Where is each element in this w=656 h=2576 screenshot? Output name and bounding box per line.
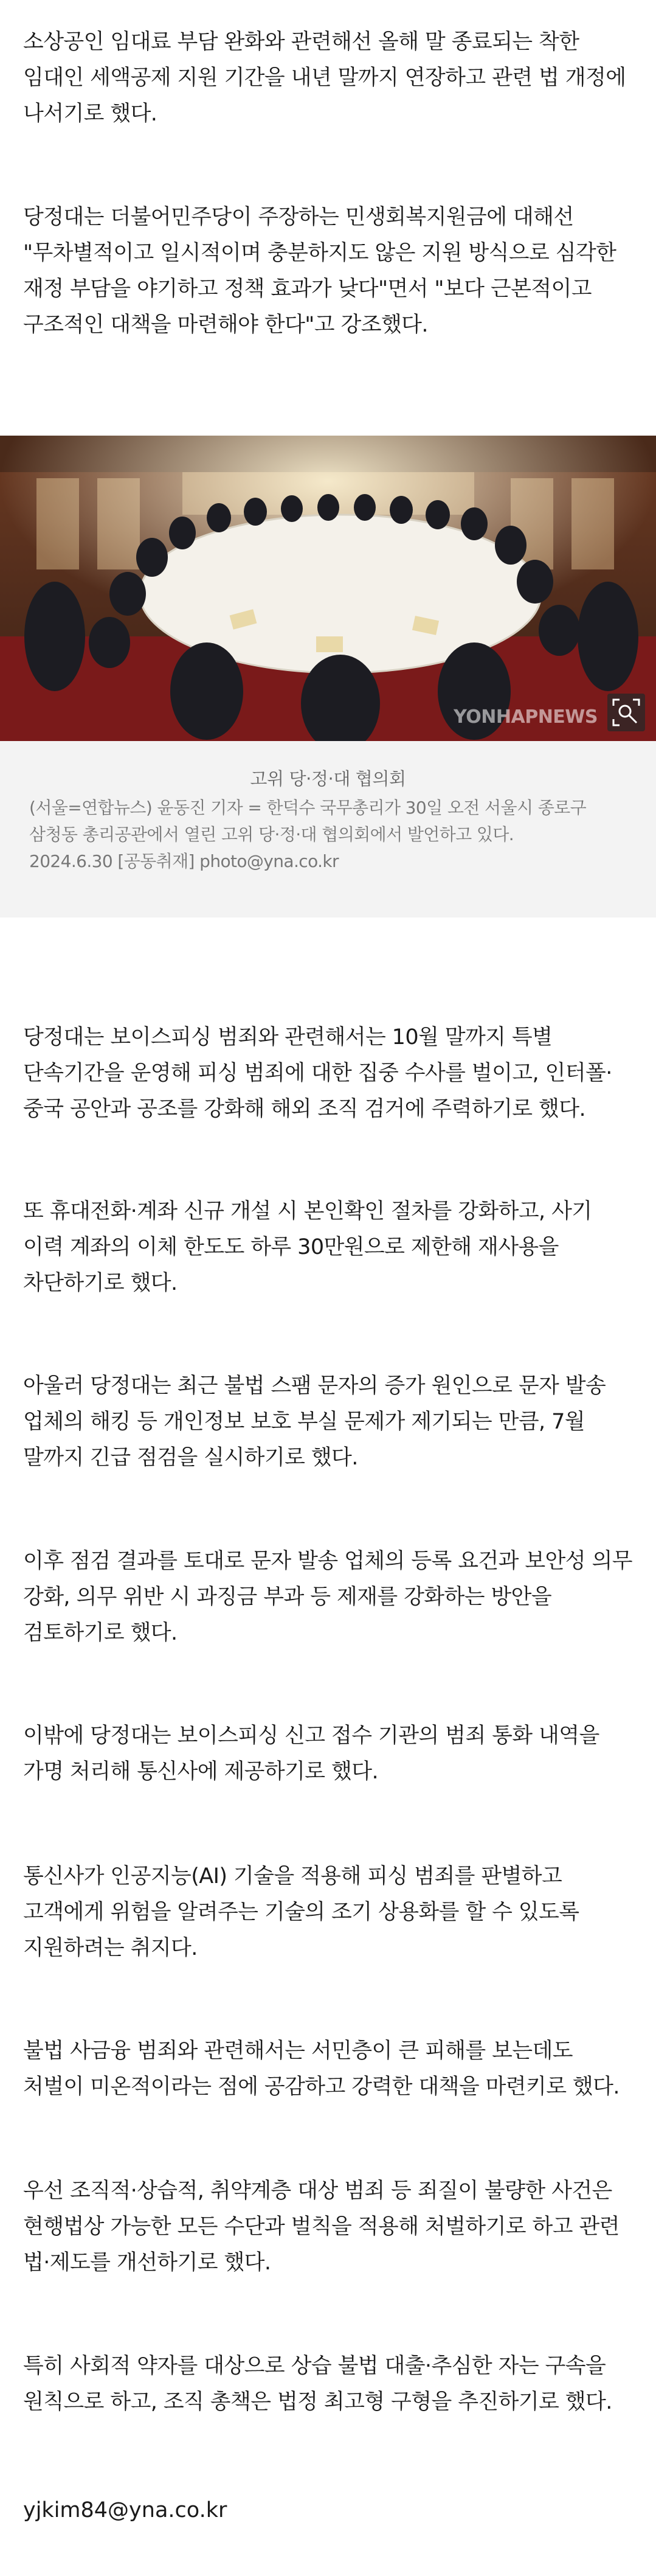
photo-watermark: YONHAPNEWS bbox=[454, 706, 598, 728]
article-paragraph: 소상공인 임대료 부담 완화와 관련해선 올해 말 종료되는 착한 임대인 세액공제 지원 기간을 내년 말까지 연장하고 관련 법 개정에 나서기로 했다. bbox=[23, 30, 626, 126]
caption-text: (서울=연합뉴스) 윤동진 기자 = 한덕수 국무총리가 30일 오전 서울시 종로구 삼청동 총리공관에서 열린 고위 당·정·대 협의회에서 발언하고 있다. bbox=[29, 798, 587, 844]
article-paragraph: 당정대는 보이스피싱 범죄와 관련해서는 10월 말까지 특별 단속기간을 운영해 피싱 범죄에 대한 집중 수사를 벌이고, 인터폴·중국 공안과 공조를 강화해 해외 조직 검거에 주력하기로 했다. bbox=[23, 1025, 612, 1121]
article-paragraph: 우선 조직적·상습적, 취약계층 대상 범죄 등 죄질이 불량한 사건은 현행법상 가능한 모든 수단과 벌칙을 적용해 처벌하기로 하고 관련 법·제도를 개선하기로 했다. bbox=[23, 2179, 620, 2275]
article-paragraph: 통신사가 인공지능(AI) 기술을 적용해 피싱 범죄를 판별하고 고객에게 위험을 알려주는 기술의 조기 상용화를 할 수 있도록 지원하려는 취지다. bbox=[23, 1864, 579, 1960]
article-paragraph: 아울러 당정대는 최근 불법 스팸 문자의 증가 원인으로 문자 발송 업체의 해킹 등 개인정보 보호 부실 문제가 제기되는 만큼, 7월 말까지 긴급 점검을 실시하기로 했다. bbox=[23, 1374, 606, 1470]
zoom-icon bbox=[607, 694, 645, 731]
meeting-photo-illustration bbox=[0, 436, 656, 741]
article-paragraph: 불법 사금융 범죄와 관련해서는 서민층이 큰 피해를 보는데도 처벌이 미온적이라는 점에 공감하고 강력한 대책을 마련키로 했다. bbox=[23, 2039, 620, 2099]
article-paragraph: 당정대는 더불어민주당이 주장하는 민생회복지원금에 대해선 "무차별적이고 일시적이며 충분하지도 않은 지원 방식으로 심각한 재정 부담을 야기하고 정책 효과가 낮다"면서 "보다 근본적이고 구조적인 대책을 마련해야 한다"고 강조했다. bbox=[23, 205, 616, 337]
article-photo[interactable] bbox=[0, 436, 656, 741]
byline-email[interactable]: yjkim84@yna.co.kr bbox=[23, 2498, 227, 2522]
article-paragraph: 특히 사회적 약자를 대상으로 상습 불법 대출·추심한 자는 구속을 원칙으로 하고, 조직 총책은 법정 최고형 구형을 추진하기로 했다. bbox=[23, 2354, 612, 2414]
article-paragraph: 이밖에 당정대는 보이스피싱 신고 접수 기관의 범죄 통화 내역을 가명 처리해 통신사에 제공하기로 했다. bbox=[23, 1724, 599, 1784]
caption-title: 고위 당·정·대 협의회 bbox=[250, 768, 406, 789]
photo-zoom-button[interactable] bbox=[607, 694, 645, 731]
caption-body bbox=[29, 795, 631, 875]
photo-caption bbox=[0, 741, 656, 917]
article-paragraph: 이후 점검 결과를 토대로 문자 발송 업체의 등록 요건과 보안성 의무 강화, 의무 위반 시 과징금 부과 등 제재를 강화하는 방안을 검토하기로 했다. bbox=[23, 1549, 632, 1645]
article-paragraph: 또 휴대전화·계좌 신규 개설 시 본인확인 절차를 강화하고, 사기 이력 계좌의 이체 한도도 하루 30만원으로 제한해 재사용을 차단하기로 했다. bbox=[23, 1199, 592, 1295]
caption-date: 2024.6.30 [공동취재] photo@yna.co.kr bbox=[29, 851, 339, 871]
